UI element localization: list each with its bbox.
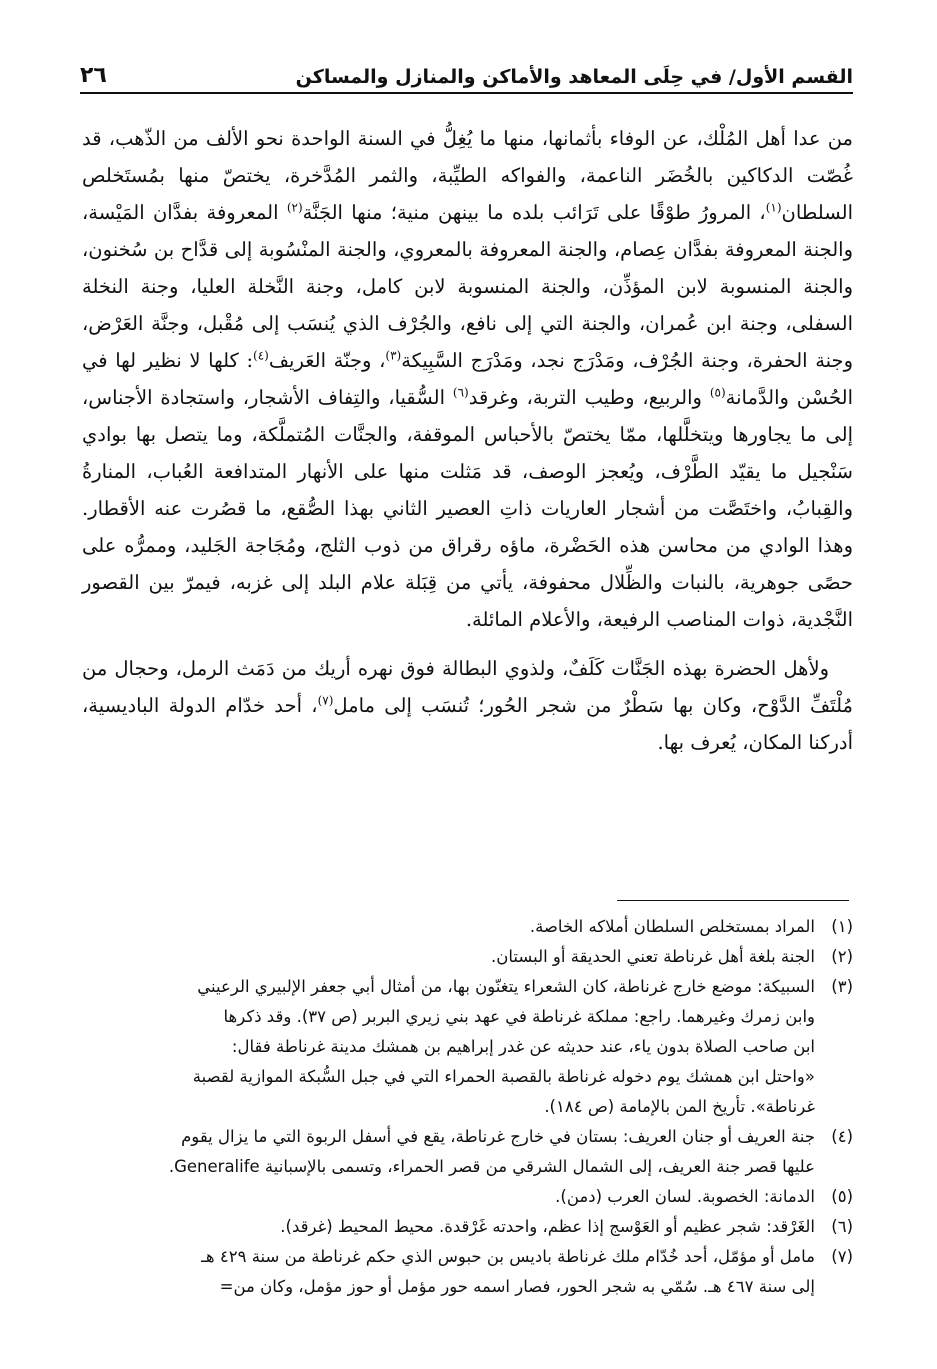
footnote-3 [82,972,853,1122]
footnote-line: الدمانة: الخصوبة. لسان العرب (دمن). [555,1187,815,1206]
footnote-4 [82,1122,853,1182]
footnote-7 [82,1242,853,1302]
p1-text-4: ، وجنّة العَريف [268,349,386,372]
footnote-number: (٤) [831,1127,853,1146]
footnote-ref-5: (٥) [709,385,726,400]
p1-text-7: السُّقيا، والتِفاف الأشجار، واستجادة الأجناس، إلى ما يجاورها ويتخلَّلها، ممّا يختصّ بالأحباس الموقفة، والجنَّات المُتملَّكة، وما يتصل بها بوادي سَنْجيل ما يقيّد الطَّرْف، ويُعجز الوصف، قد مَثلت منها على الأنهار المتدافعة العُباب، المنارةُ والقِبابُ، واختَصَّت من أشجار العاريات ذاتِ العصير الثاني بهذا الصُّقع، ما قصُرت عنه الأقطار. وهذا الوادي من محاسن هذه الحَضْرة، ماؤه رقراق من ذوب الثلج، ومُجَاجة الجَليد، وممرُّه على حصًى جوهرية، بالنبات والظِّلال محفوفة، يأتي من قِبَلة علام البلد إلى غزبه، فيمرّ بين القصور النَّجْدية، ذوات المناصب الرفيعة، والأعلام المائلة. [82,386,853,631]
footnote-ref-6: (٦) [452,385,469,400]
footnote-1 [82,912,853,942]
running-header [80,58,853,94]
paragraph-1 [82,120,853,638]
footnote-line: وابن زمرك وغيرهما. راجع: مملكة غرناطة في عهد بني زيري البربر (ص ٣٧). وقد ذكرها [223,1007,815,1026]
p1-text-2: ، المرورُ طوْقًا على تَرَائب بلده ما بينهن منية؛ منها الجَنَّة [302,201,766,224]
footnote-6 [82,1212,853,1242]
footnote-number: (٧) [831,1247,853,1266]
footnote-line: السبيكة: موضع خارج غرناطة، كان الشعراء يتغنّون بها، من أمثال أبي جعفر الإلبيري الرعيني [197,977,815,996]
p2-text-2: ، أحد خدّام الدولة الباديسية، أدركنا المكان، يُعرف بها. [82,694,853,754]
footnote-line: إلى سنة ٤٦٧ هـ. سُمّي به شجر الحور، فصار اسمه حور مؤمل أو حوز مؤمل، وكان من= [219,1277,815,1296]
footnote-line: ابن صاحب الصلاة بدون ياء، عند حديثه عن غدر إبراهيم بن همشك مدينة غرناطة فقال: [231,1037,815,1056]
footnote-line: مامل أو مؤمّل، أحد خُدّام ملك غرناطة باديس بن حبوس الذي حكم غرناطة من سنة ٤٢٩ هـ [201,1247,815,1266]
footnote-separator [617,900,849,901]
footnote-line: جنة العريف أو جنان العريف: بستان في خارج غرناطة، يقع في أسفل الربوة التي ما يزال يقوم [181,1127,815,1146]
footnote-number: (٥) [831,1187,853,1206]
footnote-line: عليها قصر جنة العريف، إلى الشمال الشرقي من قصر الحمراء، وتسمى بالإسبانية Generalife. [168,1157,815,1176]
footnotes [82,912,853,1302]
footnote-line: «واحتل ابن همشك يوم دخوله غرناطة بالقصبة الحمراء التي في جبل السُّبكة الموازية لقصبة [192,1067,815,1086]
page-number: ٢٦ [80,63,107,88]
p1-text-5: : كلها لا نظير لها في الحُسْن والدَّمانة [82,349,853,409]
footnote-ref-4: (٤) [253,348,269,363]
footnote-number: (٢) [831,947,853,966]
footnote-line: الجنة بلغة أهل غرناطة تعني الحديقة أو البستان. [491,947,815,966]
footnote-number: (٦) [831,1217,853,1236]
main-text [82,120,853,761]
p1-text-6: والربيع، وطيب التربة، وغرقد [468,386,710,409]
footnote-line: الغَرْقد: شجر عظيم أو العَوْسج إذا عظم، واحدته غَرْقدة. محيط المحيط (غرقد). [280,1217,815,1236]
paragraph-2 [82,650,853,761]
footnote-line: غرناطة». تأريخ المن بالإمامة (ص ١٨٤). [544,1097,815,1116]
running-title: القسم الأول/ في حِلَى المعاهد والأماكن والمنازل والمساكن [295,66,853,88]
footnote-line: المراد بمستخلص السلطان أملاكه الخاصة. [529,917,815,936]
p1-text-3: المعروفة بفدَّان المَيْسة، والجنة المعروفة بفدَّان عِصام، والجنة المعروفة بالمعروي، والجنة المنْسُوبة إلى قدَّاح بن سُخنون، والجنة المنسوبة لابن المؤذِّن، والجنة المنسوبة لابن كامل، وجنة النَّخلة العليا، وجنة النخلة السفلى، وجنة ابن عُمران، والجنة التي إلى نافع، والجُرْف الذي يُنسَب إلى مُقْبل، وجنَّة العَرْض، وجنة الحفرة، وجنة الجُرْف، ومَدْرَج نجد، ومَدْرَج السَّبِيكة [82,201,854,372]
footnote-ref-2: (٢) [286,200,303,215]
footnote-5 [82,1182,853,1212]
footnote-ref-1: (١) [765,200,782,215]
footnote-2 [82,942,853,972]
p1-text-1: من عدا أهل المُلْك، عن الوفاء بأثمانها، منها ما يُغِلُّ في السنة الواحدة نحو الألف من الذّهب، قد غُصّت الدكاكين بالخُضَر الناعمة، والفواكه الطيِّبة، والثمر المُدَّخرة، يختصّ منها بمُستَخلص السلطان [82,127,854,224]
footnote-number: (٣) [831,977,853,996]
footnote-ref-7: (٧) [317,693,334,708]
p2-text-1: ولأهل الحضرة بهذه الجَنَّات كَلَفٌ، ولذوي البطالة فوق نهره أريك من دَمَث الرمل، وحجال من مُلْتَفِّ الدَّوْح، وكان بها سَطْرٌ من شجر الحُور؛ تُنسَب إلى مامل [82,657,853,717]
footnote-number: (١) [831,917,853,936]
footnote-ref-3: (٣) [385,348,402,363]
